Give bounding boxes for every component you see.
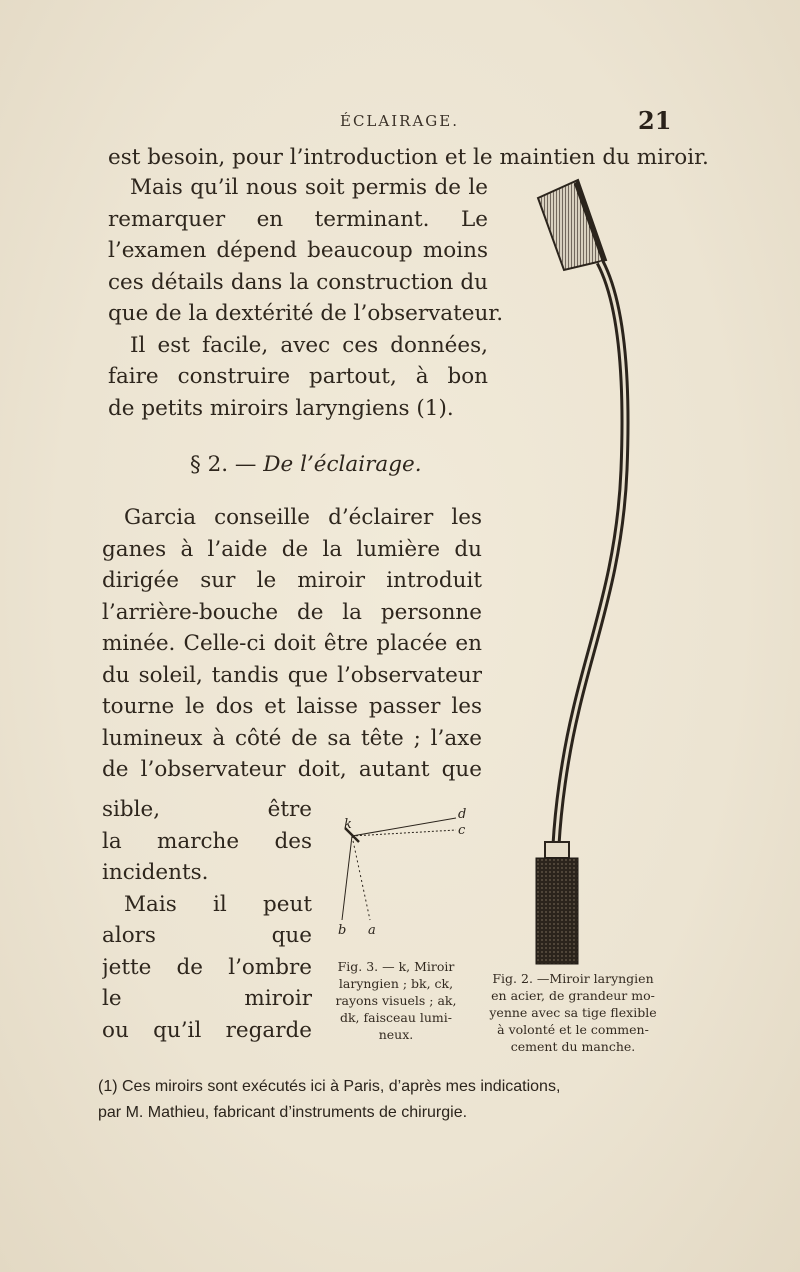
section-heading [190,452,422,477]
caption-line: yenne avec sa tige flexible [489,1005,657,1020]
caption-line: neux. [378,1027,414,1042]
caption-line: laryngien ; bk, ck, [338,976,454,991]
text-line: la marche des [102,828,312,854]
text-line: remarquer en terminant. Le [108,206,488,232]
text-line: l’arrière-bouche de la personne [102,599,482,625]
paragraph-garcia [102,502,482,786]
text-line: incidents. [102,860,209,885]
section-number: § 2. — [190,452,257,477]
text-line: ganes à l’aide de la lumière du [102,536,482,562]
running-title: ÉCLAIRAGE. [340,112,459,130]
caption-line: cement du manche. [510,1039,636,1054]
ray-diagram [330,800,490,950]
page-number: 21 [638,106,672,135]
caption-line: rayons visuels ; ak, [335,993,457,1008]
text-line: faire construire partout, à bon [108,364,488,389]
continuation-line [108,142,709,174]
handle-grip [536,858,578,964]
fig3-caption [330,958,462,1043]
footnote-line: (1) Ces miroirs sont exécutés ici à Paris, d’après mes indications, [98,1078,561,1095]
footnote [98,1074,658,1126]
label-c: c [458,823,466,838]
text-line: alors que [102,923,312,948]
caption-line: à volonté et le commen- [497,1022,649,1037]
text-line: Il est facile, avec ces données, [130,332,488,358]
text-line: du soleil, tandis que l’observateur [102,662,482,688]
paragraph-shadow [102,794,312,1046]
text-line: tourne le dos et laisse passer les [102,694,482,719]
paragraph-construction [108,172,504,424]
label-d: d [458,807,467,822]
text-line: de l’observateur doit, autant que [102,757,482,782]
laryngeal-mirror-illustration [520,170,660,970]
text-line: de petits miroirs laryngiens (1). [108,395,454,421]
text-line: dirigée sur le miroir introduit [102,568,482,593]
caption-line: Fig. 2. —Miroir laryngien [492,971,654,986]
text-line: le miroir [102,986,312,1011]
text-line: ces détails dans la construction du [108,269,488,295]
caption-line: Fig. 3. — k, Miroir [337,959,455,974]
text-line: lumineux à côté de sa tête ; l’axe [102,725,482,751]
text-line: est besoin, pour l’introduction et le maintien du miroir. [108,145,709,170]
text-line: Mais qu’il nous soit permis de le [130,175,488,200]
mirror-head [538,180,606,270]
handle-collar [545,842,569,858]
label-b: b [338,923,347,938]
fig2-caption [488,970,658,1055]
text-line: jette de l’ombre [102,954,312,980]
ray-lines [342,818,456,920]
page-header [0,108,800,138]
caption-line: en acier, de grandeur mo- [491,988,655,1003]
caption-line: dk, faisceau lumi- [339,1010,452,1025]
label-k: k [344,817,352,832]
text-line: minée. Celle-ci doit être placée en [102,631,482,656]
text-line: sible, être [102,797,312,822]
footnote-line: par M. Mathieu, fabricant d’instruments de chirurgie. [98,1104,468,1121]
text-line: l’examen dépend beaucoup moins [108,238,488,263]
label-a: a [368,923,376,938]
text-line: Mais il peut [124,891,312,917]
text-line: que de la dextérité de l’observateur. [108,301,504,326]
section-title: De l’éclairage. [263,452,422,477]
text-line: Garcia conseille d’éclairer les [124,505,482,530]
text-line: ou qu’il regarde [102,1017,312,1043]
